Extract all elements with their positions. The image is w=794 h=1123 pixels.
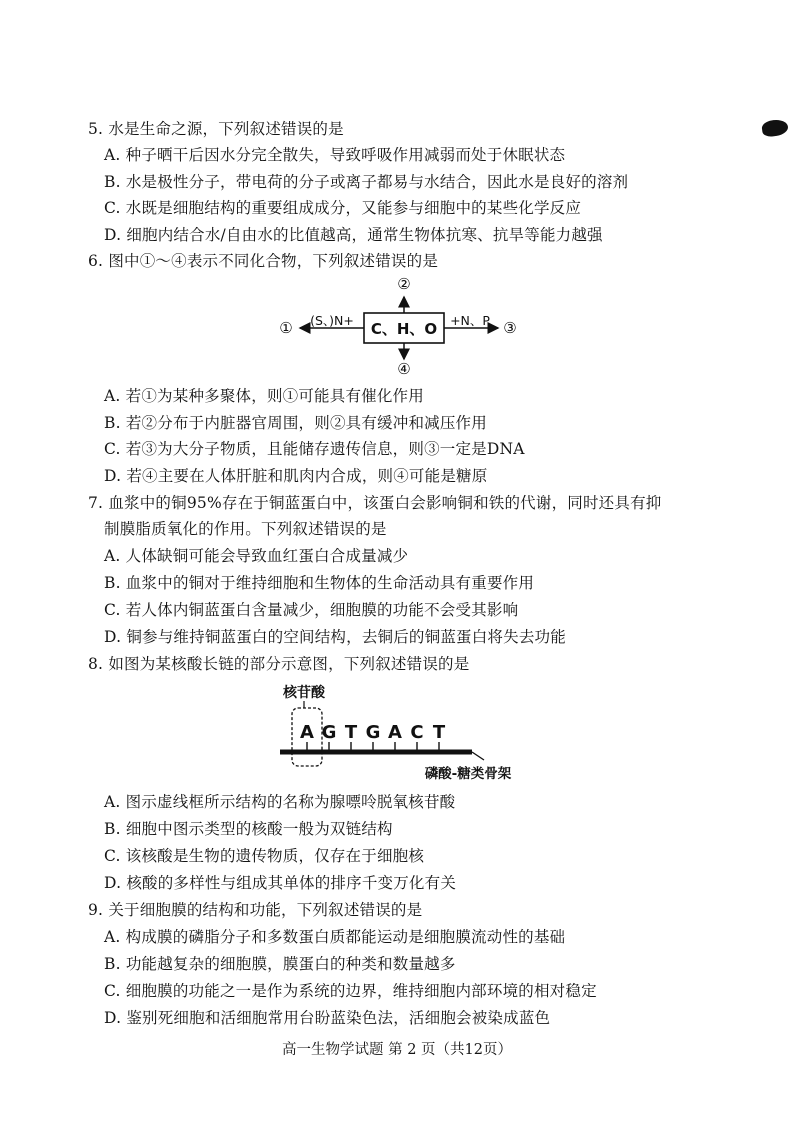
question-6-option-c: C. 若③为大分子物质，且能储存遗传信息，则③一定是DNA xyxy=(104,440,525,458)
question-7-stem-line2: 制膜脂质氧化的作用。下列叙述错误的是 xyxy=(104,520,387,538)
backbone-pointer xyxy=(472,752,484,760)
question-7-option-a: A. 人体缺铜可能会导致血红蛋白合成量减少 xyxy=(104,547,409,565)
question-7-stem-line1: 7. 血浆中的铜95%存在于铜蓝蛋白中，该蛋白会影响铜和铁的代谢，同时还具有抑 xyxy=(88,494,662,512)
question-8-stem: 8. 如图为某核酸长链的部分示意图，下列叙述错误的是 xyxy=(88,655,470,673)
question-5-stem: 5. 水是生命之源，下列叙述错误的是 xyxy=(88,120,344,138)
nucleotide-label: 核苷酸 xyxy=(283,685,325,701)
base-letter: C xyxy=(410,722,424,743)
center-label: C、H、O xyxy=(370,320,438,338)
question-5-option-b: B. 水是极性分子，带电荷的分子或离子都易与水结合，因此水是良好的溶剂 xyxy=(104,173,629,191)
question-9-stem: 9. 关于细胞膜的结构和功能，下列叙述错误的是 xyxy=(88,901,423,919)
question-9-option-d: D. 鉴别死细胞和活细胞常用台盼蓝染色法，活细胞会被染成蓝色 xyxy=(104,1009,551,1027)
question-8-option-d: D. 核酸的多样性与组成其单体的排序千变万化有关 xyxy=(104,874,457,892)
base-letter: G xyxy=(365,722,381,743)
nucleic-acid-diagram xyxy=(270,680,540,785)
base-letter: G xyxy=(321,722,337,743)
question-9-option-b: B. 功能越复杂的细胞膜，膜蛋白的种类和数量越多 xyxy=(104,955,456,973)
compound-diagram xyxy=(270,275,530,375)
question-8-option-c: C. 该核酸是生物的遗传物质，仅存在于细胞核 xyxy=(104,847,425,865)
question-7-option-d: D. 铜参与维持铜蓝蛋白的空间结构，去铜后的铜蓝蛋白将失去功能 xyxy=(104,628,566,646)
ink-blot xyxy=(761,118,789,137)
question-6-option-d: D. 若④主要在人体肝脏和肌肉内合成，则④可能是糖原 xyxy=(104,467,488,485)
question-7-option-c: C. 若人体内铜蓝蛋白含量减少，细胞膜的功能不会受其影响 xyxy=(104,601,519,619)
question-9-option-a: A. 构成膜的磷脂分子和多数蛋白质都能运动是细胞膜流动性的基础 xyxy=(104,928,566,946)
question-5-option-d: D. 细胞内结合水/自由水的比值越高，通常生物体抗寒、抗旱等能力越强 xyxy=(104,226,603,244)
backbone-label: 磷酸-糖类骨架 xyxy=(424,766,512,782)
right-compound-label: ③ xyxy=(503,319,517,337)
question-7-option-b: B. 血浆中的铜对于维持细胞和生物体的生命活动具有重要作用 xyxy=(104,574,535,592)
bases-group xyxy=(300,722,446,750)
question-6-stem: 6. 图中①～④表示不同化合物，下列叙述错误的是 xyxy=(88,252,439,270)
question-6-option-b: B. 若②分布于内脏器官周围，则②具有缓冲和减压作用 xyxy=(104,414,487,432)
bottom-compound-label: ④ xyxy=(397,360,411,375)
base-letter: T xyxy=(344,722,358,743)
question-5-option-a: A. 种子晒干后因水分完全散失，导致呼吸作用减弱而处于休眠状态 xyxy=(104,146,566,164)
question-5-option-c: C. 水既是细胞结构的重要组成成分，又能参与细胞中的某些化学反应 xyxy=(104,199,582,217)
question-8-option-a: A. 图示虚线框所示结构的名称为腺嘌呤脱氧核苷酸 xyxy=(104,793,456,811)
question-9-option-c: C. 细胞膜的功能之一是作为系统的边界，维持细胞内部环境的相对稳定 xyxy=(104,982,597,1000)
question-8-option-b: B. 细胞中图示类型的核酸一般为双链结构 xyxy=(104,820,393,838)
left-compound-label: ① xyxy=(279,319,293,337)
page-footer: 高一生物学试题 第 2 页（共12页） xyxy=(281,1042,512,1058)
left-edge-label: (S、)N+ xyxy=(310,313,354,328)
base-letter: A xyxy=(300,722,314,743)
top-compound-label: ② xyxy=(397,275,411,293)
base-letter: T xyxy=(432,722,446,743)
question-6-option-a: A. 若①为某种多聚体，则①可能具有催化作用 xyxy=(104,387,424,405)
base-letter: A xyxy=(388,722,402,743)
right-edge-label: +N、P xyxy=(450,313,490,328)
